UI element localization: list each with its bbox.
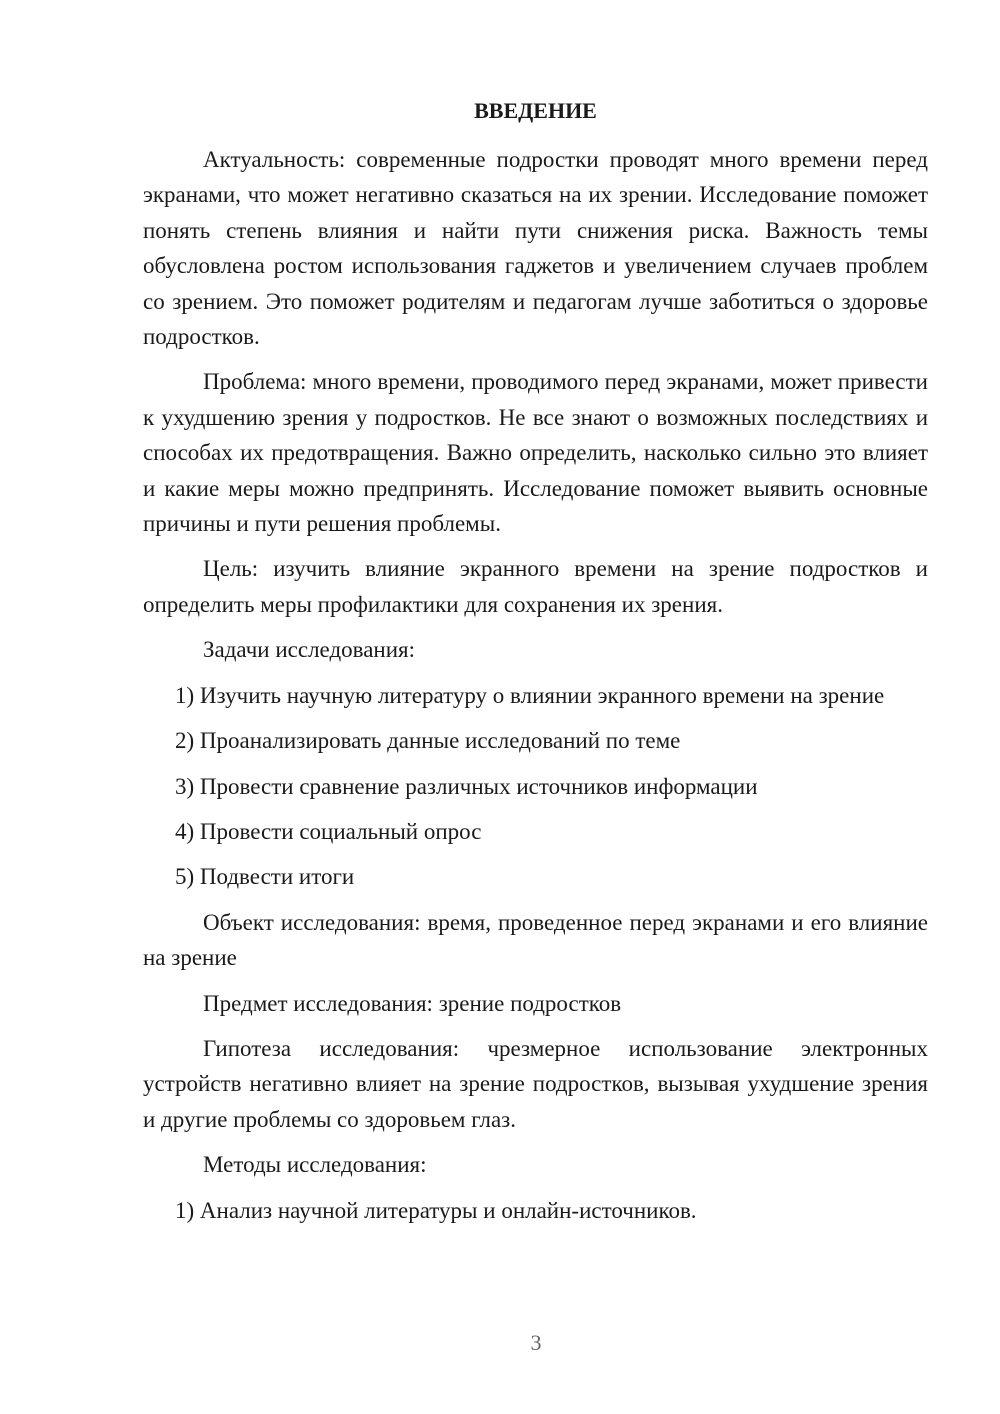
section-heading: ВВЕДЕНИЕ [474,98,597,123]
goal-paragraph: Цель: изучить влияние экранного времени на зрение подростков и определить меры профилактики для сохранения их зрения. [143,556,928,617]
methods-title: Методы исследования: [203,1152,427,1178]
relevance-paragraph: Актуальность: современные подростки проводят много времени перед экранами, что может негативно сказаться на их зрении. Исследование поможет понять степень влияния и найти пути снижения риска. Важность темы обусловлена ростом использования гаджетов и увеличением случаев проблем со зрением. Это поможет родителям и педагогам лучше заботиться о здоровье подростков. [143,147,928,350]
task-item: 5) Подвести итоги [175,864,355,890]
problem-paragraph: Проблема: много времени, проводимого перед экранами, может привести к ухудшению зрения у подростков. Не все знают о возможных последствиях и способах их предотвращения. Важно определить, насколько сильно это влияет и какие меры можно предпринять. Исследование поможет выявить основные причины и пути решения проблемы. [143,369,928,537]
method-item: 1) Анализ научной литературы и онлайн-источников. [175,1197,697,1223]
task-item: 1) Изучить научную литературу о влиянии экранного времени на зрение [175,682,885,708]
body-text [143,142,928,1228]
task-item: 4) Провести социальный опрос [175,818,482,844]
object-paragraph: Объект исследования: время, проведенное перед экранами и его влияние на зрение [143,909,928,971]
hypothesis-paragraph: Гипотеза исследования: чрезмерное использование электронных устройств негативно влияет на зрение подростков, вызывая ухудшение зрения и другие проблемы со здоровьем глаз. [143,1035,928,1132]
subject-paragraph: Предмет исследования: зрение подростков [203,990,622,1016]
task-item: 2) Проанализировать данные исследований по теме [175,728,681,754]
page-number: 3 [530,1330,542,1355]
tasks-title: Задачи исследования: [203,637,416,663]
task-item: 3) Провести сравнение различных источников информации [175,773,758,799]
